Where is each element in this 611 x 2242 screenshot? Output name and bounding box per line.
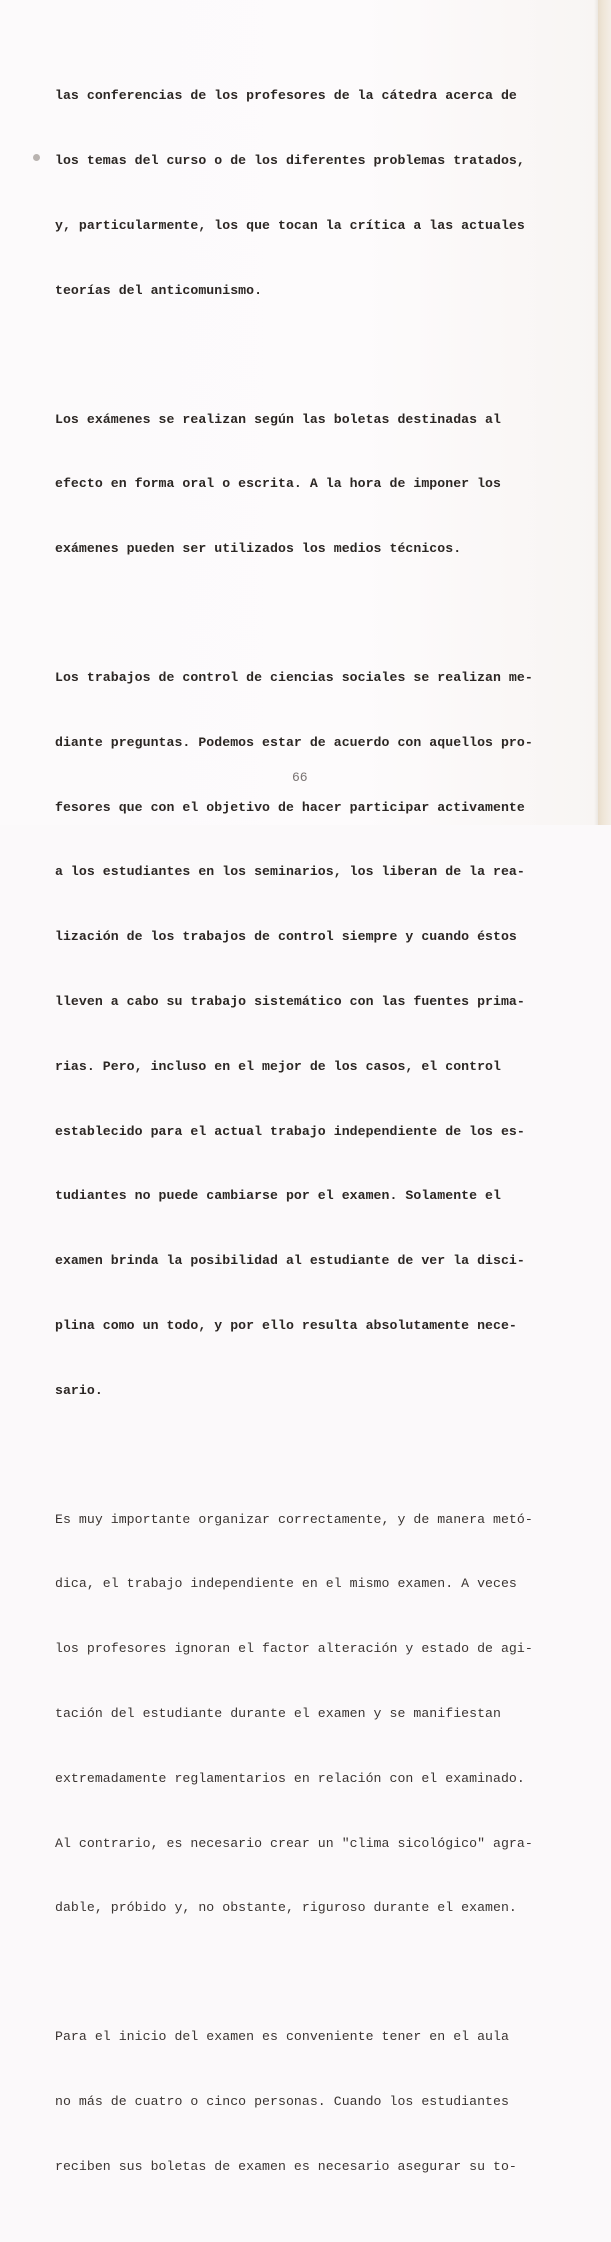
text-line: las conferencias de los profesores de la cátedra acerca de: [55, 88, 517, 104]
text-line: efecto en forma oral o escrita. A la hora de imponer los: [55, 476, 501, 492]
text-line: diante preguntas. Podemos estar de acuerdo con aquellos pro-: [55, 734, 533, 750]
binding-edge: [598, 0, 611, 825]
text-line: examen brinda la posibilidad al estudiante de ver la disci-: [55, 1253, 525, 1269]
text-line: rias. Pero, incluso en el mejor de los casos, el control: [55, 1058, 501, 1074]
text-line: establecido para el actual trabajo independiente de los es-: [55, 1123, 525, 1139]
paragraph-5: [55, 1983, 575, 2221]
paragraph-4: [55, 1465, 575, 1962]
text-line: dica, el trabajo independiente en el mismo examen. A veces: [55, 1576, 517, 1592]
text-line: y, particularmente, los que tocan la crítica a las actuales: [55, 217, 525, 233]
text-line: a los estudiantes en los seminarios, los liberan de la rea-: [55, 864, 525, 880]
paragraph-2: [55, 365, 575, 603]
text-line: fesores que con el objetivo de hacer participar activamente: [55, 799, 525, 815]
text-line: Para el inicio del examen es conveniente tener en el aula: [55, 2029, 509, 2045]
text-line: sario.: [55, 1382, 103, 1398]
text-line: Es muy importante organizar correctamente, y de manera metó-: [55, 1511, 533, 1527]
text-line: exámenes pueden ser utilizados los medios técnicos.: [55, 541, 462, 557]
text-line: los profesores ignoran el factor alteración y estado de agi-: [55, 1641, 533, 1657]
paragraph-3: [55, 624, 575, 1445]
page-number: 66: [292, 770, 308, 785]
text-line: lización de los trabajos de control siempre y cuando éstos: [55, 929, 517, 945]
text-line: extremadamente reglamentarios en relación con el examinado.: [55, 1770, 525, 1786]
margin-mark: [33, 154, 40, 161]
text-line: tudiantes no puede cambiarse por el examen. Solamente el: [55, 1188, 501, 1204]
text-line: Los trabajos de control de ciencias sociales se realizan me-: [55, 670, 533, 686]
text-line: Los exámenes se realizan según las boletas destinadas al: [55, 411, 501, 427]
text-line: dable, próbido y, no obstante, riguroso durante el examen.: [55, 1900, 517, 1916]
text-line: teorías del anticomunismo.: [55, 282, 263, 298]
text-line: los temas del curso o de los diferentes problemas tratados,: [55, 152, 525, 168]
text-line: Al contrario, es necesario crear un "clima sicológico" agra-: [55, 1835, 533, 1851]
text-line: no más de cuatro o cinco personas. Cuando los estudiantes: [55, 2094, 509, 2110]
paragraph-1: [55, 42, 575, 344]
body-text: [55, 42, 575, 2242]
text-line: tación del estudiante durante el examen y se manifiestan: [55, 1705, 501, 1721]
text-line: plina como un todo, y por ello resulta absolutamente nece-: [55, 1317, 517, 1333]
text-line: lleven a cabo su trabajo sistemático con las fuentes prima-: [55, 993, 525, 1009]
text-line: reciben sus boletas de examen es necesario asegurar su to-: [55, 2158, 517, 2174]
